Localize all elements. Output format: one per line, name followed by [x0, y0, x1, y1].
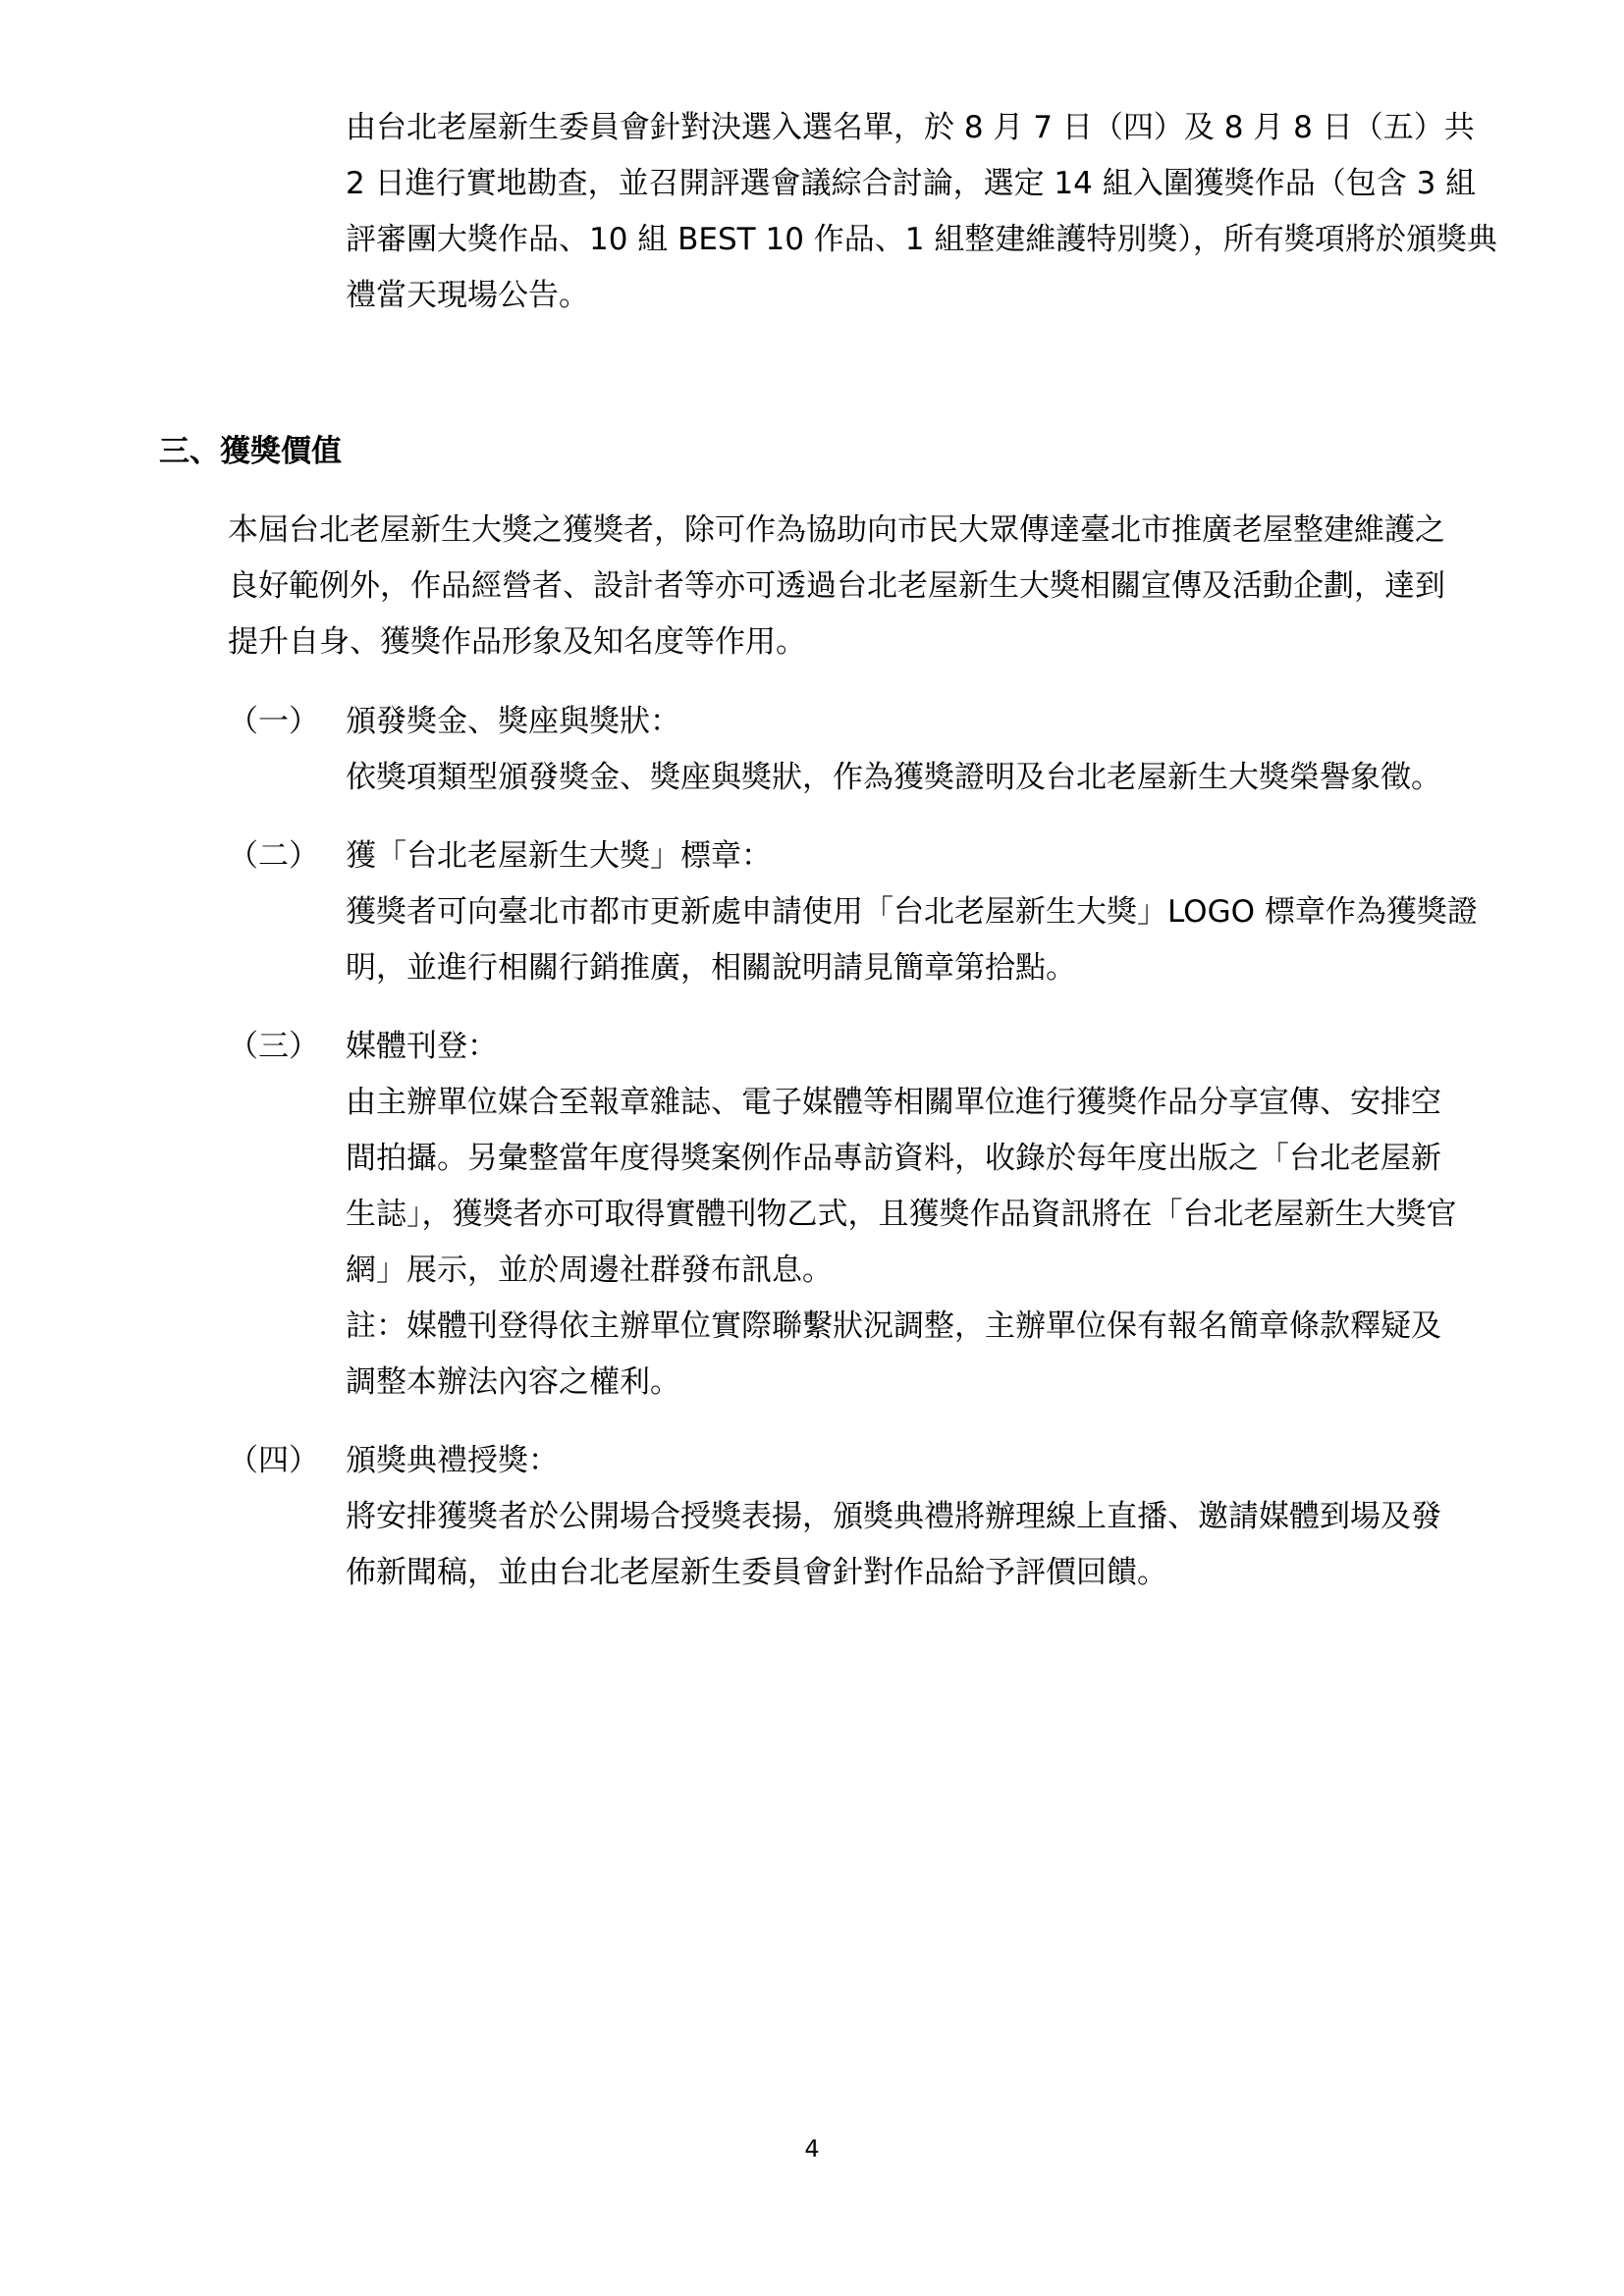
item-line: 明，並進行相關行銷推廣，相關說明請見簡章第拾點。	[346, 950, 1076, 986]
item-line: 依獎項類型頒發獎金、獎座與獎狀，作為獲獎證明及台北老屋新生大獎榮譽象徵。	[346, 760, 1441, 795]
item-marker: （四）	[228, 1443, 319, 1478]
item-title: 獲「台北老屋新生大獎」標章：	[346, 838, 772, 874]
item-line: 獲獎者可向臺北市都市更新處申請使用「台北老屋新生大獎」LOGO 標章作為獲獎證	[346, 894, 1478, 930]
item-title: 頒發獎金、獎座與獎狀：	[346, 704, 680, 739]
paragraph-line: 提升自身、獲獎作品形象及知名度等作用。	[228, 624, 806, 660]
intro-line: 禮當天現場公告。	[346, 278, 589, 313]
item-line: 網」展示，並於周邊社群發布訊息。	[346, 1253, 833, 1288]
item-note-line: 調整本辦法內容之權利。	[346, 1364, 680, 1400]
intro-line: 2 日進行實地勘查，並召開評選會議綜合討論，選定 14 組入圍獲獎作品（包含 3 組	[346, 166, 1477, 201]
paragraph-line: 良好範例外，作品經營者、設計者等亦可透過台北老屋新生大獎相關宣傳及活動企劃，達到	[228, 568, 1445, 604]
item-line: 由主辦單位媒合至報章雜誌、電子媒體等相關單位進行獲獎作品分享宣傳、安排空	[346, 1085, 1441, 1120]
item-line: 生誌」，獲獎者亦可取得實體刊物乙式，且獲獎作品資訊將在「台北老屋新生大獎官	[346, 1197, 1457, 1232]
paragraph-line: 本屆台北老屋新生大獎之獲獎者，除可作為協助向市民大眾傳達臺北市推廣老屋整建維護之	[228, 512, 1445, 548]
item-line: 間拍攝。另彙整當年度得獎案例作品專訪資料，收錄於每年度出版之「台北老屋新	[346, 1141, 1441, 1176]
item-line: 將安排獲獎者於公開場合授獎表揚，頒獎典禮將辦理線上直播、邀請媒體到場及發	[346, 1499, 1441, 1534]
section-heading: 三、獲獎價值	[159, 434, 342, 469]
item-marker: （一）	[228, 704, 319, 739]
item-marker: （二）	[228, 838, 319, 874]
item-marker: （三）	[228, 1029, 319, 1064]
intro-line: 由台北老屋新生委員會針對決選入選名單，於 8 月 7 日（四）及 8 月 8 日（五）共	[346, 110, 1475, 145]
item-title: 媒體刊登：	[346, 1029, 498, 1064]
intro-line: 評審團大獎作品、10 組 BEST 10 作品、1 組整建維護特別獎），所有獎項將於頒獎典	[346, 222, 1497, 257]
item-line: 佈新聞稿，並由台北老屋新生委員會針對作品給予評價回饋。	[346, 1555, 1167, 1590]
item-title: 頒獎典禮授獎：	[346, 1443, 559, 1478]
page-number: 4	[804, 2135, 820, 2163]
item-note-line: 註：媒體刊登得依主辦單位實際聯繫狀況調整，主辦單位保有報名簡章條款釋疑及	[346, 1308, 1441, 1344]
